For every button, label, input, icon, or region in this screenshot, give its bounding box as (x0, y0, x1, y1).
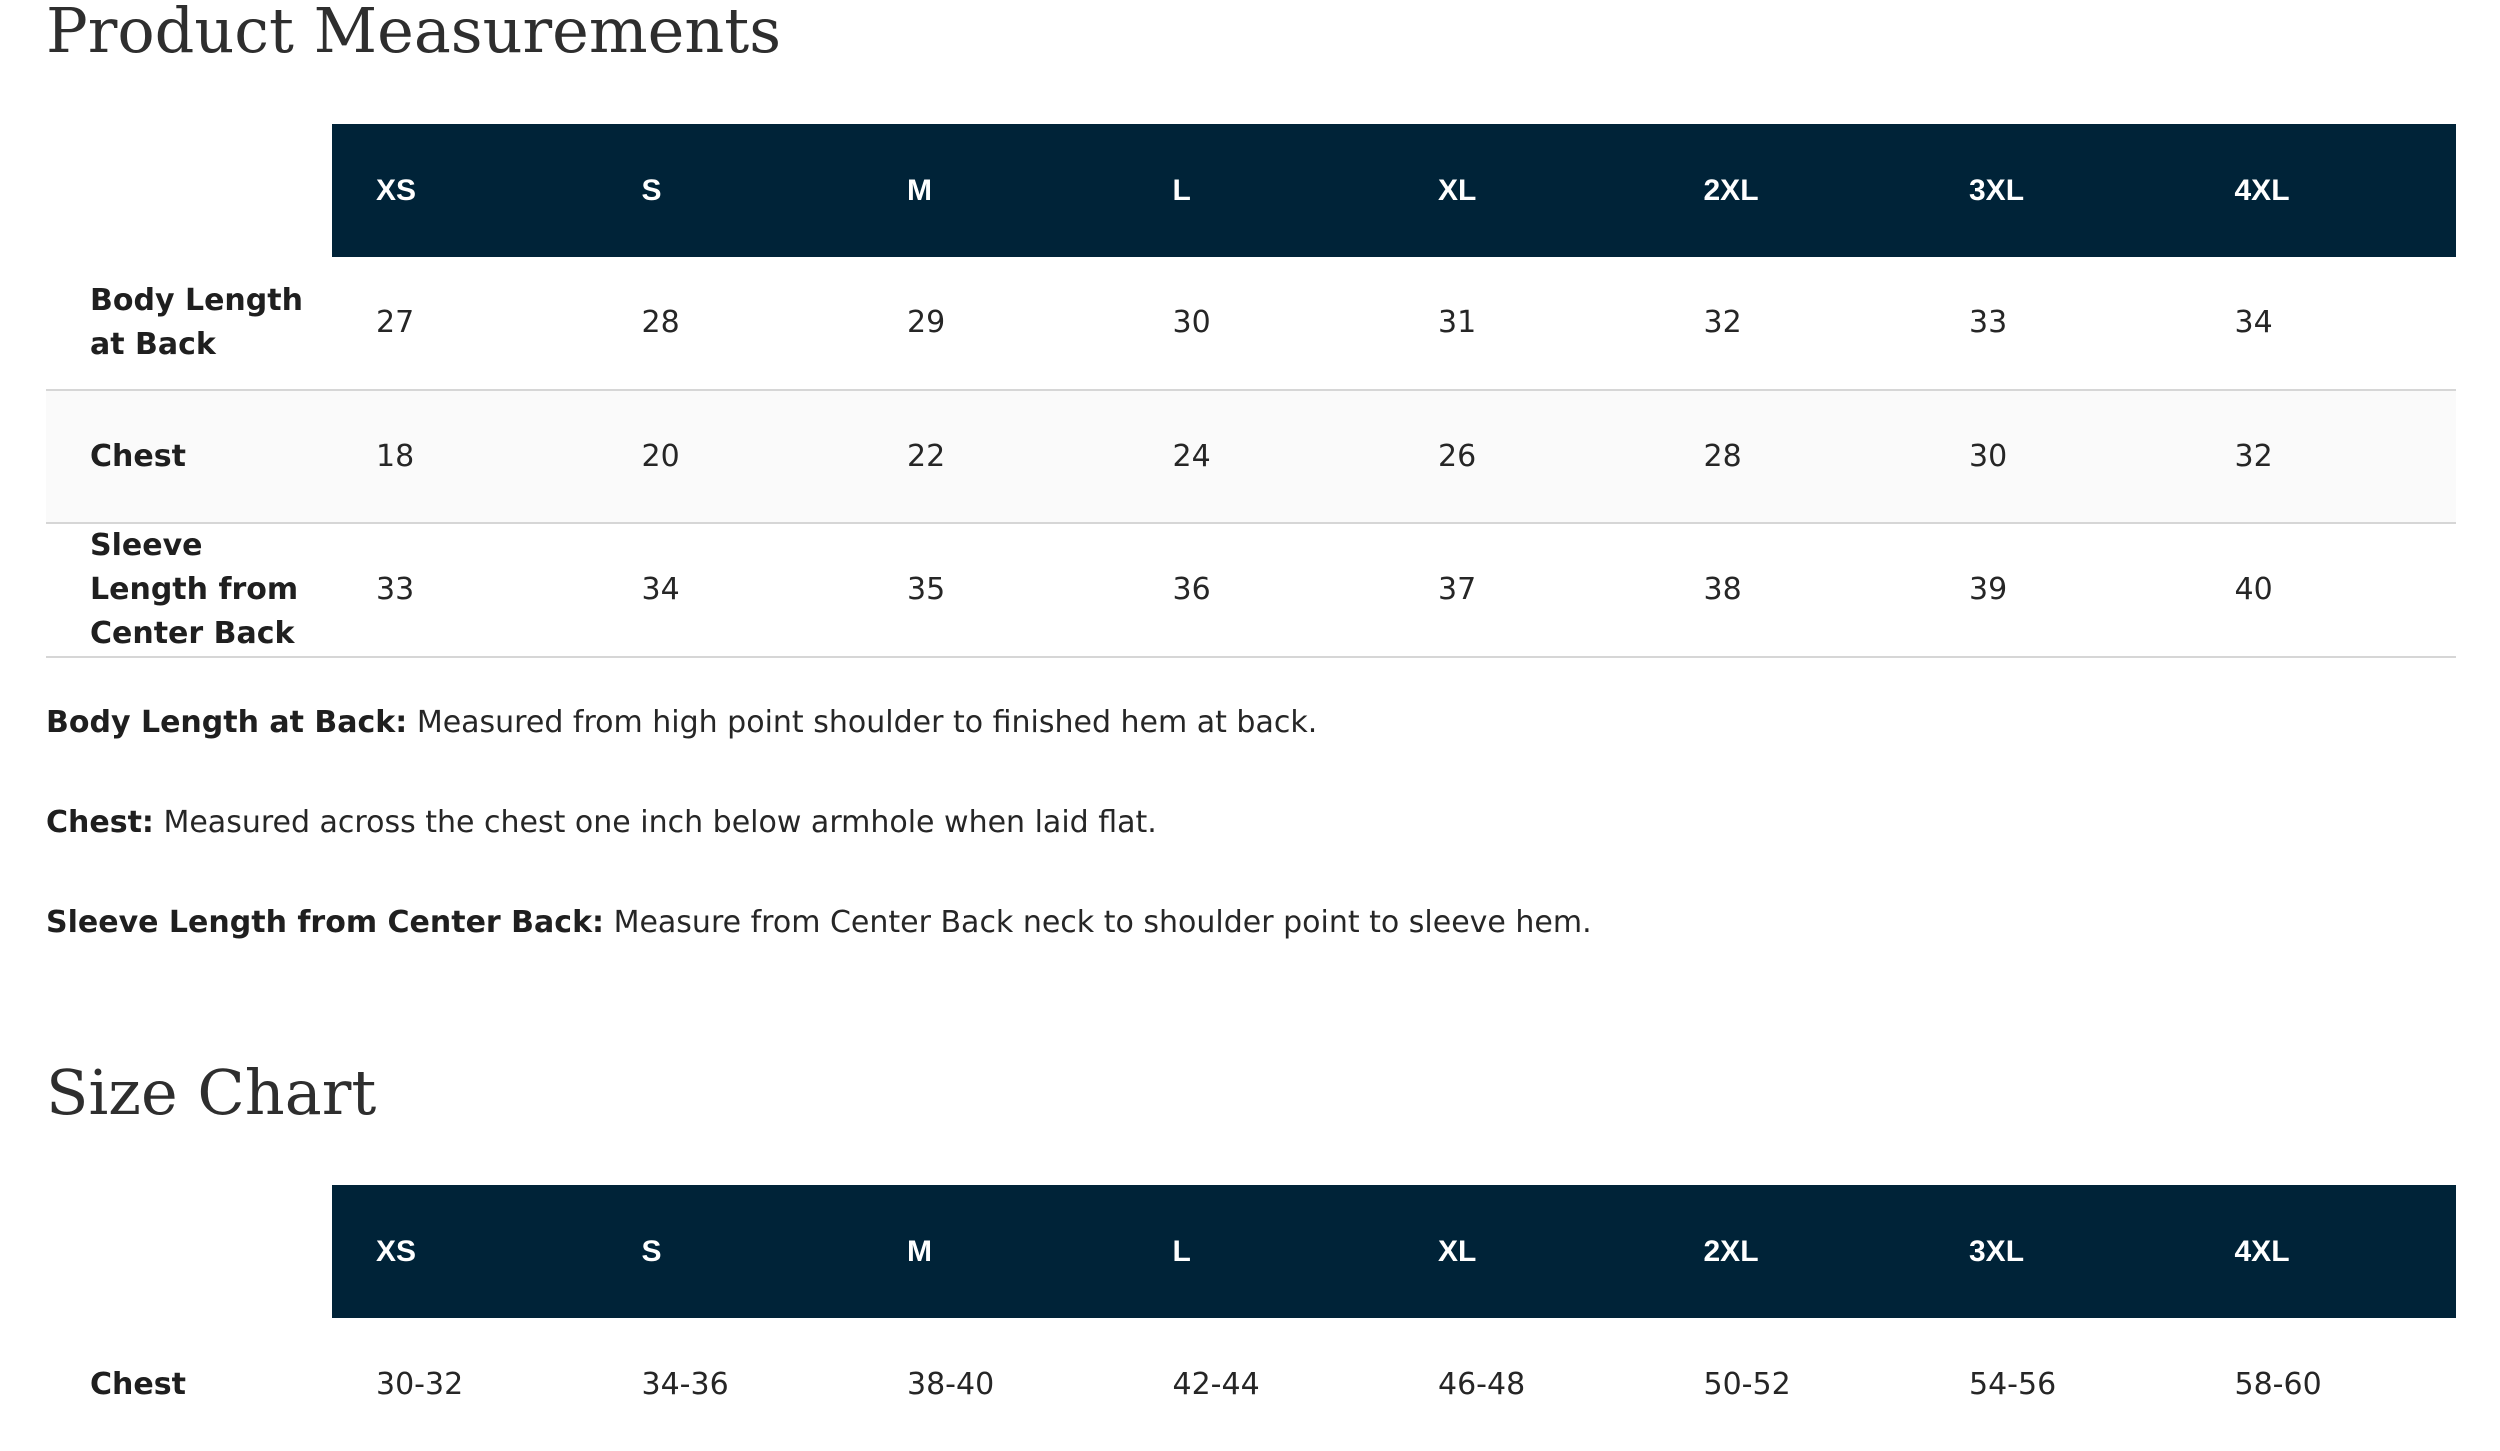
row-label: Body Length at Back (46, 257, 332, 390)
note-term: Body Length at Back: (46, 705, 408, 740)
table-row (46, 390, 2456, 523)
size-header-2xl: 2XL (1660, 124, 1926, 257)
table-cell: 39 (1925, 523, 2191, 657)
size-header-4xl: 4XL (2191, 1185, 2457, 1318)
table-header-row (46, 124, 2456, 257)
table-cell: 33 (332, 523, 598, 657)
size-header-m: M (863, 1185, 1129, 1318)
table-cell: 30 (1925, 390, 2191, 523)
size-header-2xl: 2XL (1660, 1185, 1926, 1318)
row-label: Sleeve Length from Center Back (46, 523, 332, 657)
table-row (46, 523, 2456, 657)
note-term: Sleeve Length from Center Back: (46, 905, 605, 940)
size-header-3xl: 3XL (1925, 124, 2191, 257)
table-cell: 30 (1129, 257, 1395, 390)
size-header-m: M (863, 124, 1129, 257)
table-cell: 58-60 (2234, 1366, 2322, 1402)
table-cell: 28 (598, 257, 864, 390)
table-cell: 32 (1660, 257, 1926, 390)
table-cell: 29 (863, 257, 1129, 390)
row-label: Chest (46, 390, 332, 523)
product-measurements-table (46, 124, 2456, 658)
table-cell: 40 (2191, 523, 2457, 657)
table-cell: 35 (863, 523, 1129, 657)
note-chest (46, 800, 2446, 846)
product-measurements-title: Product Measurements (46, 0, 782, 67)
table-cell: 30-32 (376, 1366, 464, 1402)
table-row (46, 257, 2456, 390)
size-header-l: L (1129, 1185, 1395, 1318)
size-header-3xl: 3XL (1925, 1185, 2191, 1318)
table-cell: 34 (2191, 257, 2457, 390)
table-cell: 50-52 (1703, 1366, 1791, 1402)
note-text: Measured across the chest one inch below armhole when laid flat. (163, 805, 1157, 840)
table-cell: 18 (332, 390, 598, 523)
table-cell: 38 (1660, 523, 1926, 657)
table-cell: 37 (1394, 523, 1660, 657)
table-header-row (46, 1185, 2456, 1318)
measurement-notes (46, 700, 2446, 1000)
table-row (46, 1318, 2456, 1451)
note-sleeve-length (46, 900, 2446, 946)
table-cell: 34-36 (641, 1366, 729, 1402)
table-cell: 22 (863, 390, 1129, 523)
size-header-s: S (598, 1185, 864, 1318)
table-cell: 34 (598, 523, 864, 657)
table-cell: 24 (1129, 390, 1395, 523)
table-cell: 33 (1925, 257, 2191, 390)
note-text: Measured from high point shoulder to finished hem at back. (416, 705, 1318, 740)
note-body-length (46, 700, 2446, 746)
note-text: Measure from Center Back neck to shoulder point to sleeve hem. (613, 905, 1592, 940)
size-header-l: L (1129, 124, 1395, 257)
size-header-s: S (598, 124, 864, 257)
table-cell: 54-56 (1969, 1366, 2057, 1402)
table-cell: 20 (598, 390, 864, 523)
size-header-xs: XS (332, 1185, 598, 1318)
row-label: Chest (90, 1366, 186, 1402)
size-header-4xl: 4XL (2191, 124, 2457, 257)
note-term: Chest: (46, 805, 154, 840)
table-cell: 36 (1129, 523, 1395, 657)
table-cell: 46-48 (1438, 1366, 1526, 1402)
size-header-xl: XL (1394, 1185, 1660, 1318)
table-cell: 27 (332, 257, 598, 390)
table-cell: 42-44 (1172, 1366, 1260, 1402)
header-corner (46, 124, 332, 257)
size-chart-table (46, 1185, 2456, 1451)
table-cell: 28 (1660, 390, 1926, 523)
header-corner (46, 1185, 332, 1318)
table-cell: 26 (1394, 390, 1660, 523)
size-chart-title: Size Chart (46, 1056, 377, 1129)
size-header-xs: XS (332, 124, 598, 257)
table-cell: 38-40 (907, 1366, 995, 1402)
size-header-xl: XL (1394, 124, 1660, 257)
table-cell: 32 (2191, 390, 2457, 523)
table-cell: 31 (1394, 257, 1660, 390)
